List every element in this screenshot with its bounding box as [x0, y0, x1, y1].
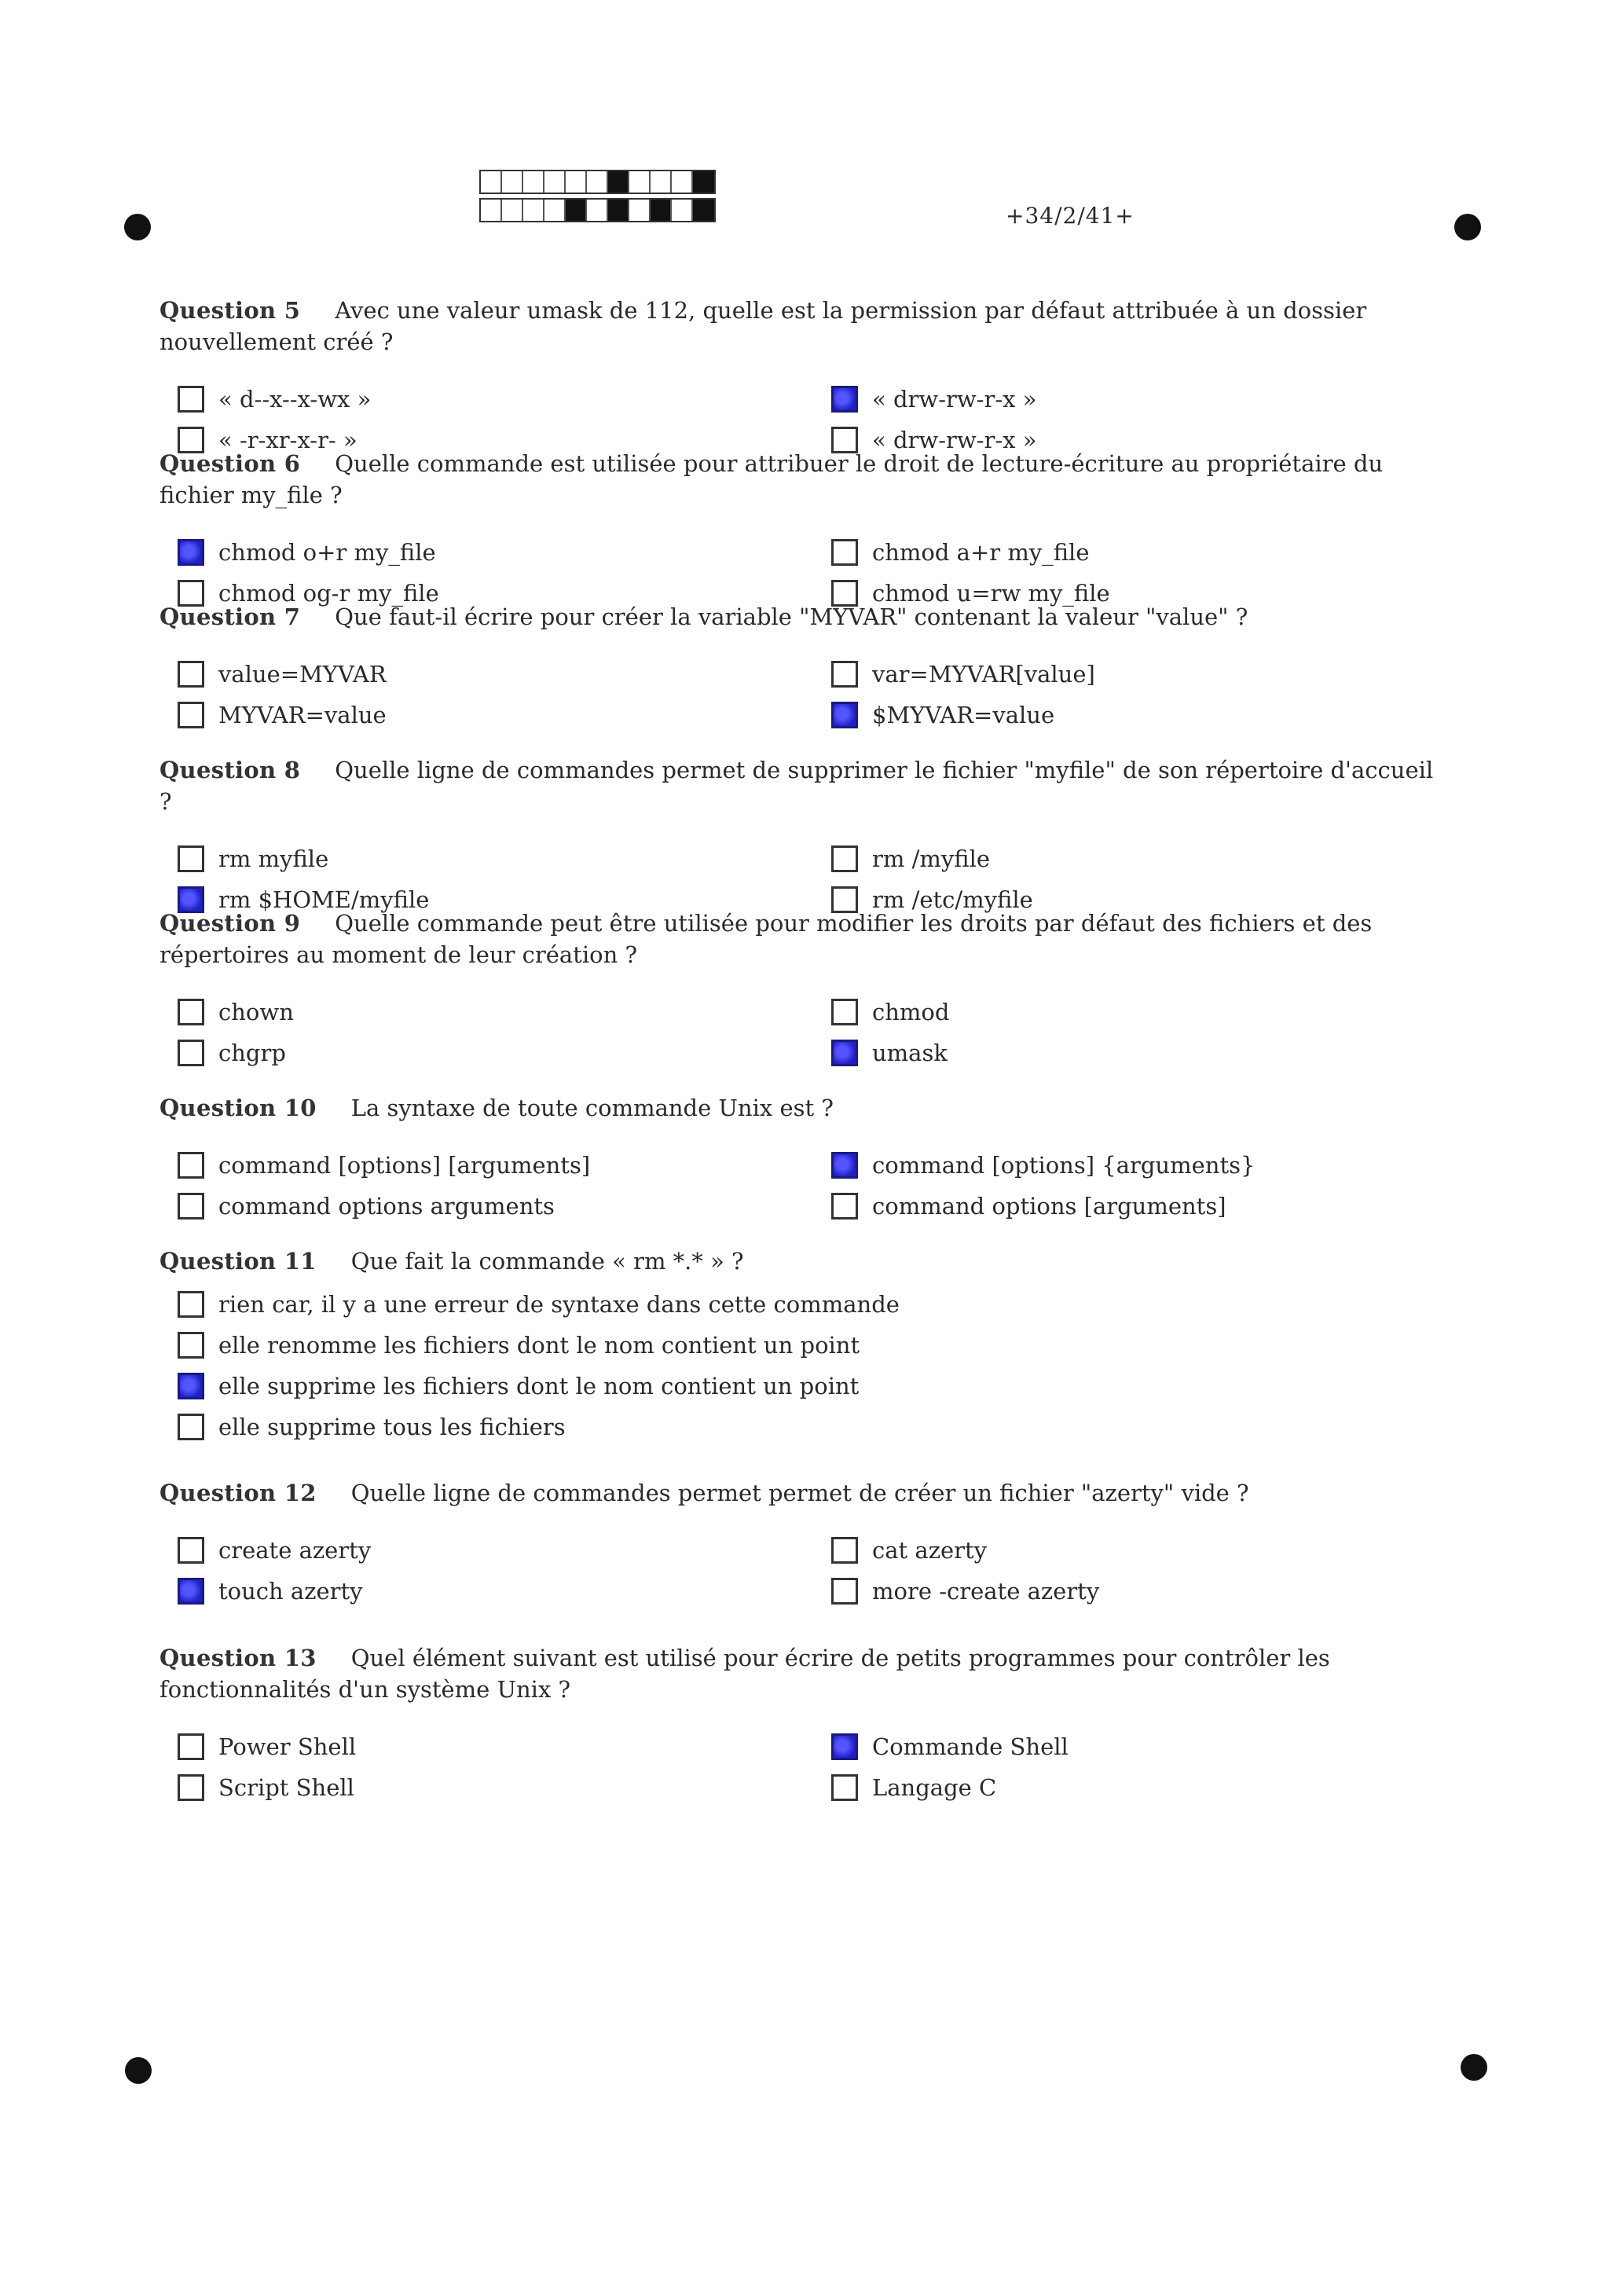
code-cell [544, 200, 566, 221]
checkbox[interactable] [178, 1332, 204, 1359]
answer-option[interactable] [178, 1534, 371, 1567]
question-text: Quelle commande peut être utilisée pour modifier les droits par défaut des fichiers et des répertoires au moment de leur création ? [159, 910, 1373, 968]
checkbox[interactable] [831, 661, 858, 688]
answer-label: chmod o+r my_file [218, 539, 436, 566]
answer-label: rm /myfile [872, 845, 991, 872]
checkbox[interactable] [178, 386, 204, 413]
code-cell [629, 171, 651, 193]
code-cell [523, 171, 544, 193]
question-label: Question 8 [159, 757, 301, 783]
answer-option[interactable] [831, 996, 949, 1029]
code-cell [587, 200, 608, 221]
answer-option[interactable] [178, 383, 371, 416]
question-label: Question 5 [159, 297, 301, 324]
answer-option[interactable] [831, 1575, 1099, 1608]
answer-option[interactable] [831, 1730, 1069, 1763]
answer-option[interactable] [178, 1149, 590, 1182]
code-cell [651, 200, 672, 221]
answer-label: rm $HOME/myfile [218, 886, 430, 913]
answer-label: more -create azerty [872, 1578, 1100, 1605]
question-label: Question 11 [159, 1248, 317, 1275]
answer-option[interactable] [831, 699, 1054, 732]
answer-option[interactable] [831, 842, 990, 875]
answer-label: chown [218, 999, 294, 1025]
code-cell [566, 200, 587, 221]
checkbox[interactable] [178, 1733, 204, 1760]
answer-label: cat azerty [872, 1537, 988, 1564]
sheet-id-code [479, 170, 716, 226]
checkbox[interactable] [831, 1193, 858, 1220]
question-text: Que fait la commande « rm *.* » ? [350, 1248, 744, 1275]
question-label: Question 12 [159, 1480, 317, 1506]
answer-option[interactable] [831, 1771, 996, 1804]
question-12 [159, 1477, 1448, 1605]
code-cell [608, 171, 629, 193]
code-cell [693, 171, 714, 193]
answer-option[interactable] [178, 1329, 860, 1362]
corner-mark-bottom-left [125, 2057, 152, 2084]
question-13 [159, 1642, 1448, 1801]
checkbox[interactable] [831, 1578, 858, 1605]
code-cell [481, 200, 502, 221]
answer-label: create azerty [218, 1537, 372, 1564]
answer-label: touch azerty [218, 1578, 363, 1605]
question-label: Question 6 [159, 450, 301, 477]
checkbox[interactable] [178, 999, 204, 1025]
checkbox[interactable] [178, 1774, 204, 1801]
page-id: +34/2/41+ [1006, 203, 1135, 229]
answer-label: MYVAR=value [218, 702, 387, 728]
checkbox[interactable] [178, 1373, 204, 1399]
checkbox[interactable] [831, 1537, 858, 1564]
checkbox[interactable] [178, 1537, 204, 1564]
code-cell [502, 200, 523, 221]
question-9 [159, 908, 1448, 1066]
answer-label: chmod u=rw my_file [872, 580, 1110, 607]
answer-label: Power Shell [218, 1733, 357, 1760]
answer-option[interactable] [178, 1288, 900, 1321]
corner-mark-top-right [1454, 214, 1481, 240]
question-text: Quelle commande est utilisée pour attribuer le droit de lecture-écriture au propriétaire du fichier my_file ? [159, 450, 1384, 508]
question-text: Quel élément suivant est utilisé pour écrire de petits programmes pour contrôler les fonctionnalités d'un système Unix ? [159, 1645, 1330, 1703]
code-cell [587, 171, 608, 193]
answer-label: rm myfile [218, 845, 329, 872]
answer-option[interactable] [831, 383, 1036, 416]
checkbox[interactable] [831, 539, 858, 566]
checkbox[interactable] [831, 999, 858, 1025]
answer-option[interactable] [178, 1575, 363, 1608]
corner-mark-bottom-right [1461, 2054, 1487, 2081]
answer-label: rien car, il y a une erreur de syntaxe dans cette commande [218, 1291, 900, 1318]
question-11 [159, 1245, 1448, 1440]
question-label: Question 10 [159, 1095, 317, 1121]
code-row [479, 198, 716, 222]
answer-option[interactable] [178, 1190, 555, 1223]
answer-option[interactable] [178, 842, 328, 875]
question-6 [159, 448, 1448, 607]
answer-option[interactable] [831, 536, 1090, 569]
corner-mark-top-left [124, 214, 151, 240]
code-cell [672, 200, 693, 221]
checkbox[interactable] [178, 845, 204, 872]
answer-option[interactable] [831, 1190, 1226, 1223]
answer-option[interactable] [178, 996, 294, 1029]
code-cell [566, 171, 587, 193]
question-text: La syntaxe de toute commande Unix est ? [350, 1095, 834, 1121]
question-text: Quelle ligne de commandes permet de supprimer le fichier "myfile" de son répertoire d'accueil ? [159, 757, 1434, 815]
answer-label: Script Shell [218, 1774, 354, 1801]
answer-label: « drw-rw-r-x » [872, 427, 1037, 453]
answer-option[interactable] [178, 1771, 354, 1804]
question-label: Question 9 [159, 910, 301, 937]
answer-label: chmod og-r my_file [218, 580, 439, 607]
answer-label: chgrp [218, 1040, 286, 1066]
checkbox[interactable] [178, 1040, 204, 1066]
answer-option[interactable] [178, 658, 387, 691]
checkbox[interactable] [831, 1040, 858, 1066]
question-10 [159, 1092, 1448, 1220]
answer-option[interactable] [178, 1410, 566, 1443]
answer-label: elle supprime tous les fichiers [218, 1414, 566, 1440]
answer-option[interactable] [831, 658, 1095, 691]
answer-label: « -r-xr-x-r- » [218, 427, 357, 453]
code-cell [672, 171, 693, 193]
question-5 [159, 295, 1448, 453]
checkbox[interactable] [831, 1774, 858, 1801]
checkbox[interactable] [831, 386, 858, 413]
question-label: Question 7 [159, 603, 301, 630]
code-cell [629, 200, 651, 221]
answer-label: command options arguments [218, 1193, 555, 1220]
checkbox[interactable] [831, 1733, 858, 1760]
answer-label: var=MYVAR[value] [872, 661, 1095, 688]
answer-label: « d--x--x-wx » [218, 386, 372, 413]
checkbox[interactable] [831, 702, 858, 728]
answer-option[interactable] [178, 699, 387, 732]
checkbox[interactable] [178, 1152, 204, 1179]
answer-label: elle supprime les fichiers dont le nom contient un point [218, 1373, 860, 1399]
answer-label: elle renomme les fichiers dont le nom contient un point [218, 1332, 860, 1359]
answer-option[interactable] [178, 1370, 859, 1403]
question-text: Quelle ligne de commandes permet permet de créer un fichier "azerty" vide ? [350, 1480, 1249, 1506]
answer-label: value=MYVAR [218, 661, 387, 688]
answer-label: command options [arguments] [872, 1193, 1226, 1220]
checkbox[interactable] [831, 845, 858, 872]
code-cell [544, 171, 566, 193]
answer-label: umask [872, 1040, 948, 1066]
answer-label: command [options] [arguments] [218, 1152, 591, 1179]
code-cell [523, 200, 544, 221]
question-text: Que faut-il écrire pour créer la variable "MYVAR" contenant la valeur "value" ? [335, 603, 1248, 630]
answer-label: command [options] {arguments} [872, 1152, 1256, 1179]
answer-label: chmod a+r my_file [872, 539, 1090, 566]
answer-option[interactable] [178, 1036, 286, 1069]
answer-label: rm /etc/myfile [872, 886, 1033, 913]
checkbox[interactable] [178, 1291, 204, 1318]
checkbox[interactable] [178, 702, 204, 728]
answer-option[interactable] [831, 1149, 1255, 1182]
code-cell [693, 200, 714, 221]
code-cell [481, 171, 502, 193]
code-row [479, 170, 716, 194]
question-7 [159, 601, 1448, 728]
answer-label: « drw-rw-r-x » [872, 386, 1037, 413]
answer-label: Langage C [872, 1774, 997, 1801]
question-8 [159, 754, 1448, 913]
checkbox[interactable] [178, 661, 204, 688]
answer-label: Commande Shell [872, 1733, 1069, 1760]
question-text: Avec une valeur umask de 112, quelle est la permission par défaut attribuée à un dossier nouvellement créé ? [159, 297, 1367, 355]
checkbox[interactable] [178, 1414, 204, 1440]
answer-label: chmod [872, 999, 950, 1025]
answer-option[interactable] [178, 536, 436, 569]
code-cell [651, 171, 672, 193]
checkbox[interactable] [831, 1152, 858, 1179]
checkbox[interactable] [178, 1193, 204, 1220]
checkbox[interactable] [178, 539, 204, 566]
question-label: Question 13 [159, 1645, 317, 1671]
answer-option[interactable] [831, 1036, 948, 1069]
answer-label: $MYVAR=value [872, 702, 1055, 728]
code-cell [502, 171, 523, 193]
code-cell [608, 200, 629, 221]
answer-option[interactable] [831, 1534, 987, 1567]
answer-option[interactable] [178, 1730, 356, 1763]
checkbox[interactable] [178, 1578, 204, 1605]
